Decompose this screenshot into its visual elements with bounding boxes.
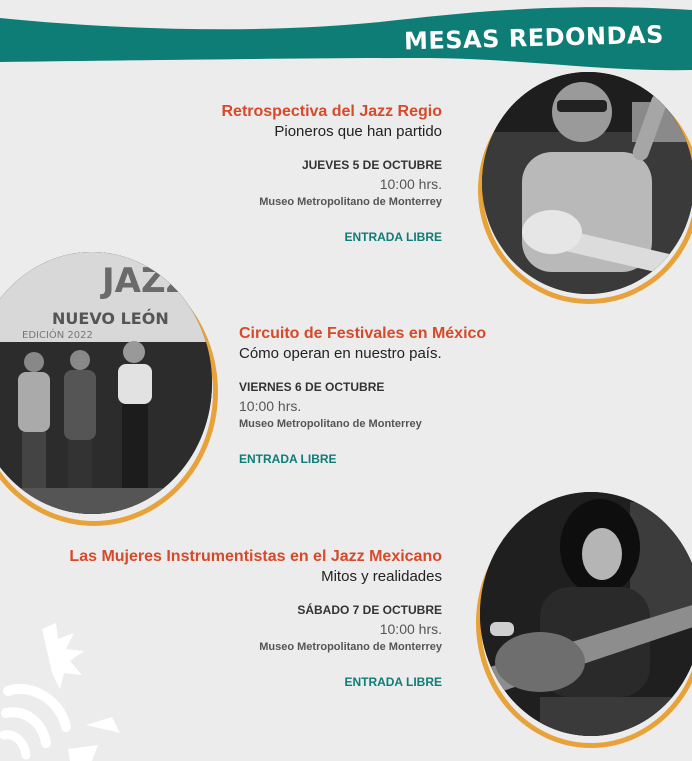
woman-with-bass-photo [480, 492, 692, 736]
svg-text:NUEVO LEÓN: NUEVO LEÓN [52, 309, 169, 328]
svg-text:EDICIÓN 2022: EDICIÓN 2022 [22, 330, 93, 341]
event-title: Retrospectiva del Jazz Regio [221, 103, 442, 120]
event-time: 10:00 hrs. [379, 176, 442, 192]
svg-text:JAZZ: JAZZ [102, 261, 191, 301]
event-venue: Museo Metropolitano de Monterrey [259, 196, 442, 208]
event-admission: ENTRADA LIBRE [344, 675, 442, 689]
man-with-guitar-photo [482, 72, 692, 294]
event-2 [239, 324, 659, 466]
event-admission: ENTRADA LIBRE [239, 452, 337, 466]
event-venue: Museo Metropolitano de Monterrey [239, 418, 422, 430]
event-time: 10:00 hrs. [239, 398, 302, 414]
event-subtitle: Mitos y realidades [321, 568, 442, 585]
event-date: VIERNES 6 DE OCTUBRE [239, 380, 385, 394]
event-time: 10:00 hrs. [379, 621, 442, 637]
event-subtitle: Cómo operan en nuestro país. [239, 345, 442, 362]
event-subtitle: Pioneros que han partido [274, 123, 442, 140]
event-admission: ENTRADA LIBRE [344, 230, 442, 244]
event-title: Las Mujeres Instrumentistas en el Jazz Mexicano [69, 548, 442, 565]
event-date: SÁBADO 7 DE OCTUBRE [297, 603, 442, 617]
page-title: MESAS REDONDAS [403, 20, 665, 56]
event-venue: Museo Metropolitano de Monterrey [259, 641, 442, 653]
event-1 [22, 102, 442, 244]
sound-waves-logo-icon [0, 621, 140, 761]
event-date: JUEVES 5 DE OCTUBRE [301, 158, 442, 172]
event-title: Circuito de Festivales en México [239, 325, 487, 342]
